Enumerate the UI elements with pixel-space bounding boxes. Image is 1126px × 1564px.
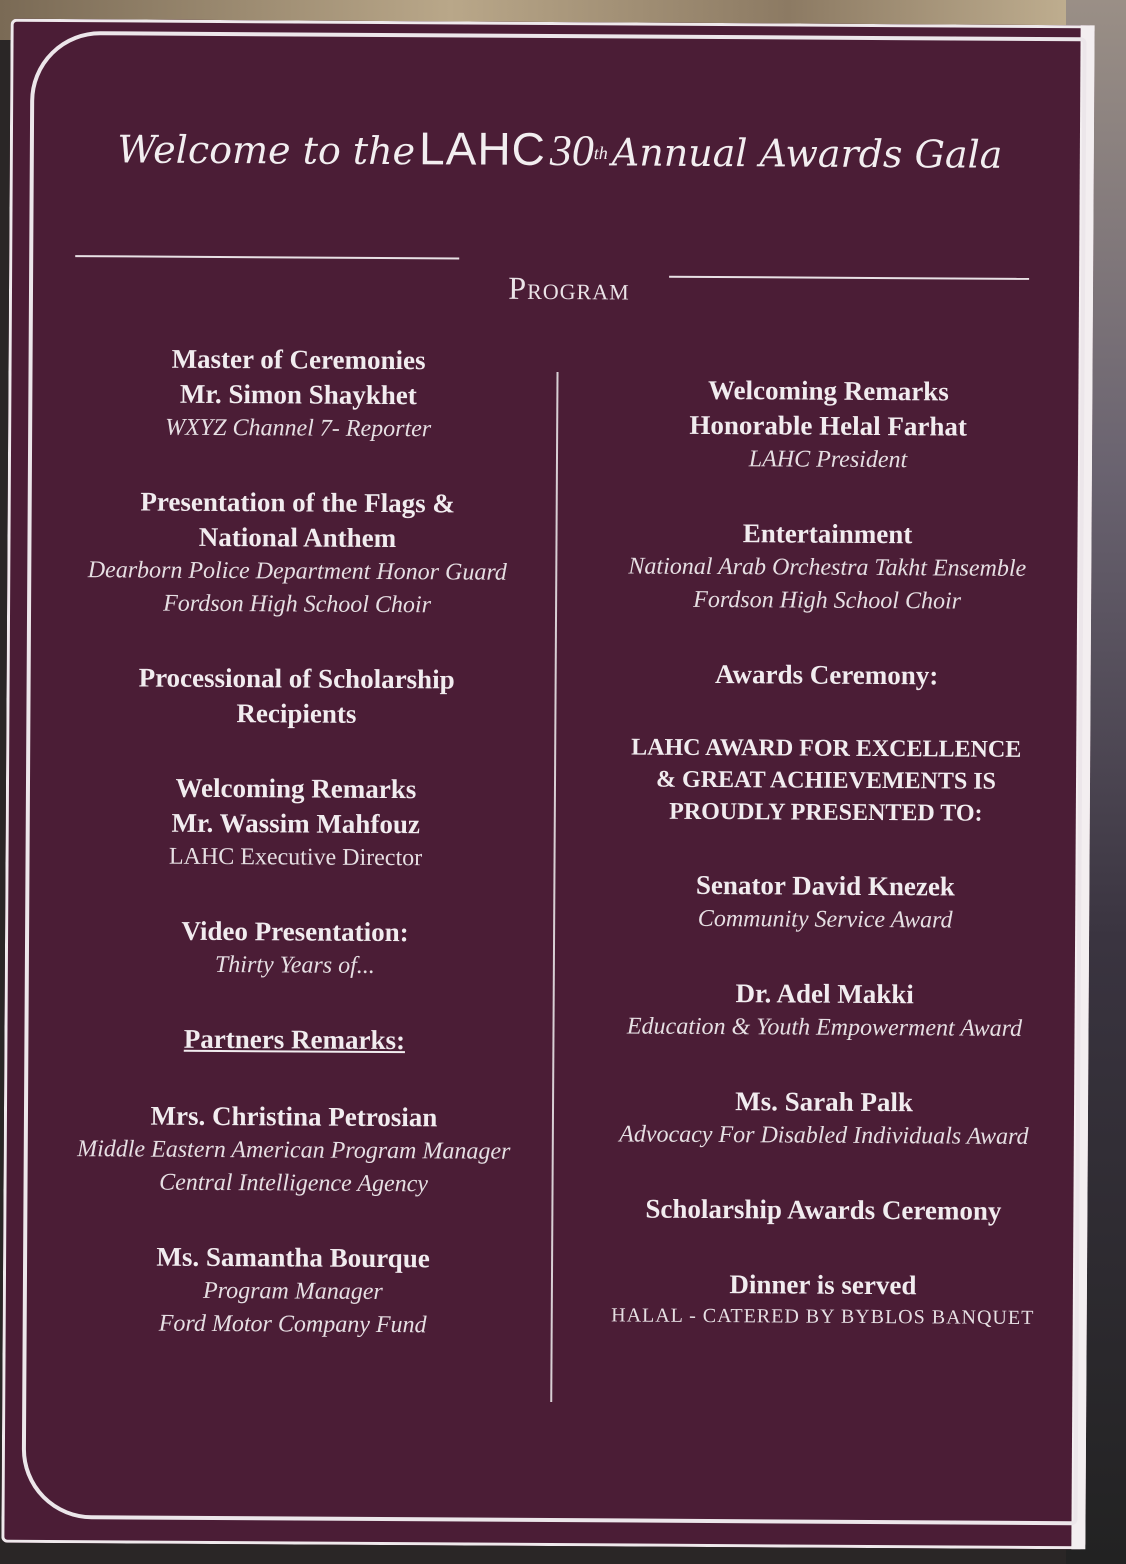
item-detail: Fordson High School Choir (163, 590, 432, 619)
item-heading: Master of Ceremonies (171, 343, 426, 376)
program-item (48, 341, 549, 447)
item-heading: Recipients (236, 698, 357, 729)
item-heading: Video Presentation: (181, 915, 409, 948)
program-item (583, 1266, 1063, 1332)
item-heading: National Anthem (198, 521, 397, 554)
item-heading: Scholarship Awards Ceremony (645, 1193, 1002, 1226)
item-name: Ms. Sarah Palk (735, 1086, 914, 1118)
item-role: Ford Motor Company Fund (158, 1310, 427, 1339)
item-heading: Welcoming Remarks (175, 772, 417, 805)
program-item (44, 1021, 544, 1059)
item-name: Dr. Adel Makki (735, 978, 914, 1010)
item-heading: Entertainment (742, 518, 913, 550)
item-name: Senator David Knezek (695, 869, 955, 902)
item-role: Program Manager (202, 1277, 383, 1305)
item-role: Central Intelligence Agency (159, 1169, 429, 1198)
item-heading: Processional of Scholarship (138, 662, 455, 695)
item-detail: National Arab Orchestra Takht Ensemble (628, 553, 1027, 582)
award-caption: LAHC AWARD FOR EXCELLENCE (631, 734, 1022, 763)
right-column (582, 372, 1068, 1372)
program-item (587, 515, 1068, 619)
item-role: WXYZ Channel 7- Reporter (165, 414, 432, 443)
gala-title (10, 119, 1110, 180)
left-column (42, 341, 548, 1383)
program-item (47, 484, 548, 623)
program-item (584, 1083, 1064, 1154)
program-heading: Program (508, 269, 630, 307)
item-detail: Dearborn Police Department Honor Guard (87, 557, 507, 586)
item-name: Mrs. Christina Petrosian (150, 1100, 438, 1133)
item-heading: Presentation of the Flags & (140, 486, 456, 519)
program-item (45, 913, 545, 984)
award-name: Community Service Award (697, 905, 953, 934)
title-ordinal: th (593, 142, 608, 164)
title-post: Annual Awards Gala (611, 130, 1003, 177)
item-heading: Welcoming Remarks (707, 374, 949, 407)
item-role: Middle Eastern American Program Manager (77, 1136, 511, 1165)
program-item (588, 372, 1069, 478)
item-heading: Dinner is served (729, 1269, 917, 1301)
item-name: Mr. Wassim Mahfouz (171, 807, 420, 840)
item-name: Mr. Simon Shaykhet (179, 378, 417, 411)
title-org: LAHC (418, 122, 547, 175)
program-item (46, 660, 546, 733)
program-card (1, 19, 1094, 1550)
award-caption: PROUDLY PRESENTED TO: (669, 798, 983, 827)
item-heading: Awards Ceremony: (714, 659, 939, 691)
program-item (586, 731, 1067, 830)
program-item (583, 1191, 1063, 1229)
program-item (584, 975, 1064, 1046)
item-name: Honorable Helal Farhat (689, 409, 968, 442)
program-item (585, 867, 1065, 938)
item-role: LAHC Executive Director (168, 843, 423, 872)
item-role: LAHC President (748, 446, 908, 474)
title-pre: Welcome to the (117, 127, 416, 174)
award-name: Education & Youth Empowerment Award (626, 1013, 1023, 1042)
item-detail: Thirty Years of... (214, 951, 375, 979)
program-item (587, 656, 1067, 694)
item-detail: HALAL - CATERED BY BYBLOS BANQUET (611, 1304, 1035, 1329)
program-item (43, 1239, 544, 1343)
award-name: Advocacy For Disabled Individuals Award (619, 1121, 1029, 1150)
title-number: 30 (549, 125, 595, 176)
item-detail: Fordson High School Choir (693, 586, 962, 615)
award-caption: & GREAT ACHIEVEMENTS IS (656, 766, 997, 795)
program-item (45, 770, 546, 876)
program-item (43, 1098, 544, 1202)
item-name: Ms. Samantha Bourque (156, 1241, 430, 1274)
item-heading: Partners Remarks: (183, 1023, 406, 1056)
